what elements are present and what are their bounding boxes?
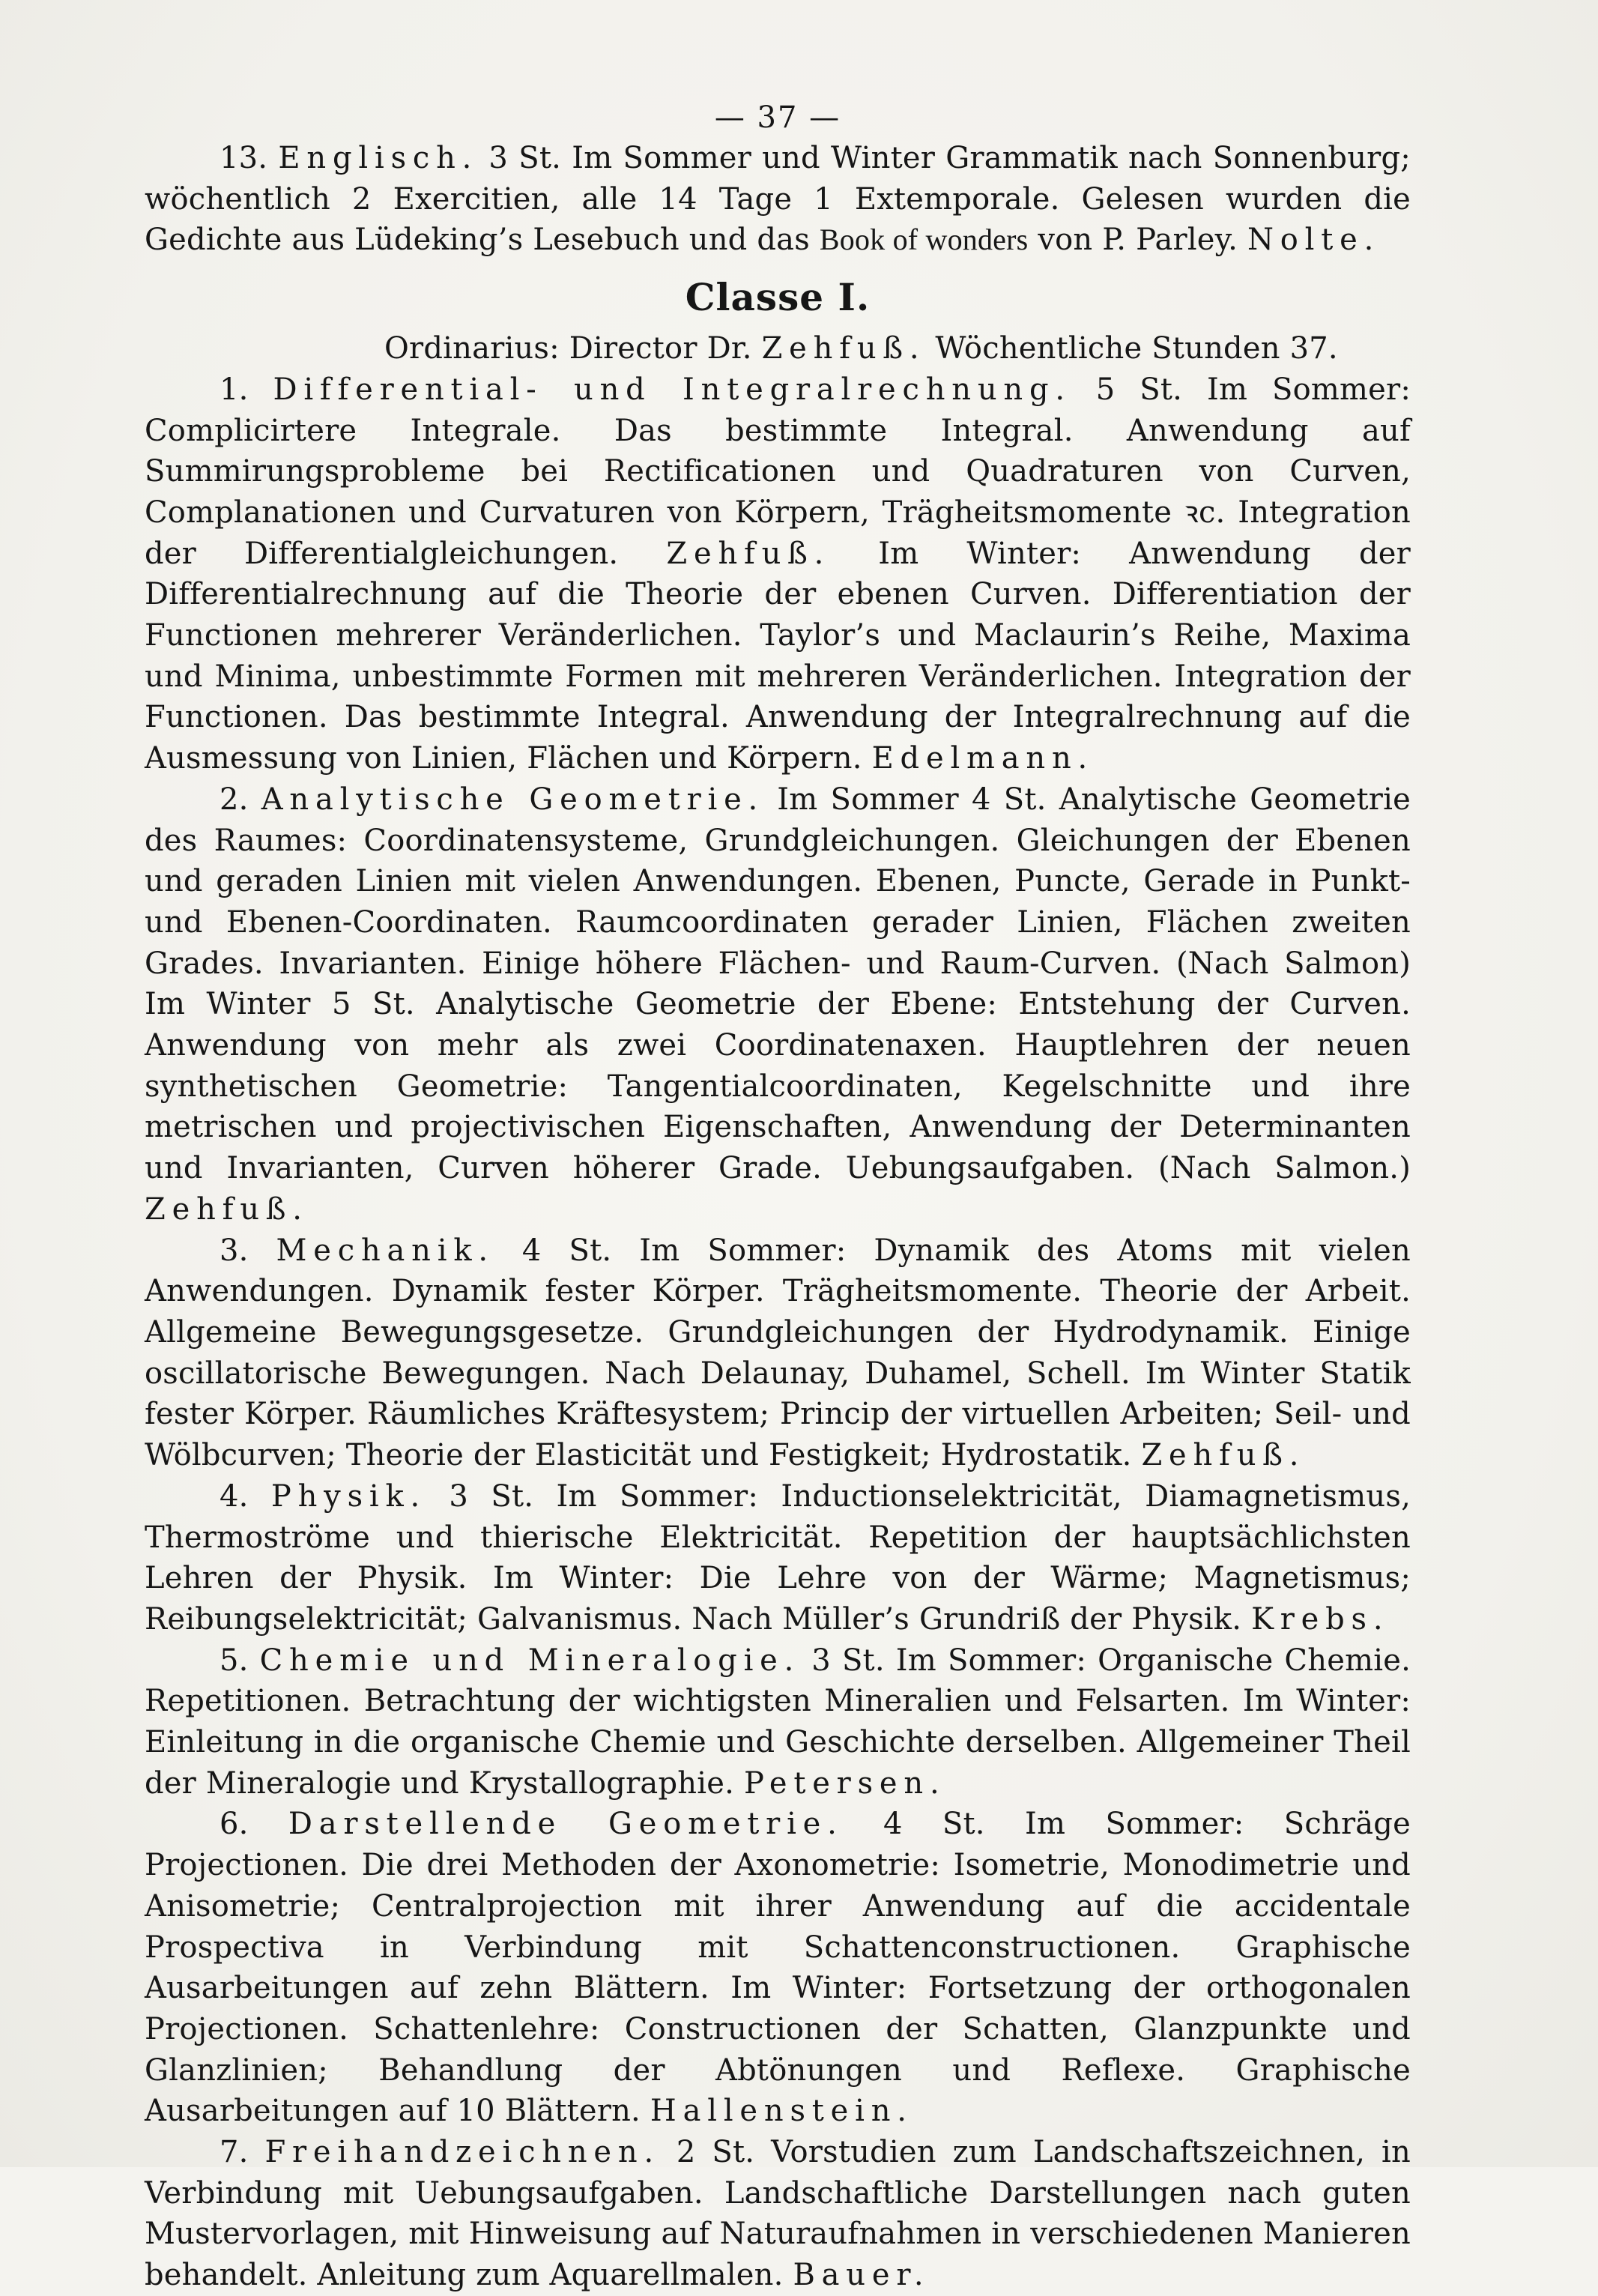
subject-number: 6. <box>220 1807 288 1842</box>
subject-number: 7. <box>220 2135 265 2170</box>
ordinarius-label: Ordinarius: Director Dr. <box>384 331 762 366</box>
subject-teacher: Zehfuß. <box>666 536 831 571</box>
subject-name: Analytische Geometrie. <box>261 782 765 817</box>
subject-number: 4. <box>220 1478 271 1514</box>
subject-name: Mechanik. <box>276 1233 494 1268</box>
subject-name: Freihandzeichnen. <box>264 2135 660 2170</box>
weekly-hours: Wöchentliche Stunden 37. <box>925 331 1338 366</box>
section-13-book-title: Book of wonders <box>819 223 1029 257</box>
subject-paragraph <box>145 1476 1411 1640</box>
ordinarius-line <box>145 328 1411 369</box>
subject-number: 2. <box>220 782 261 817</box>
subject-paragraph <box>145 779 1411 1230</box>
subject-paragraph <box>145 369 1411 779</box>
subject-teacher-2: Edelmann. <box>871 741 1095 776</box>
subject-number: 3. <box>220 1233 276 1268</box>
subject-paragraph <box>145 1640 1411 1804</box>
subject-teacher: Hallenstein. <box>650 2094 913 2129</box>
subject-text: 4 St. Im Sommer: Schräge Projectionen. Die drei Methoden der Axonometrie: Isometrie, Monodimetrie und Anisometrie; Centralprojection mit ihrer Anwendung auf die accidentale Prospectiva in Verbindung mit Schattenconstructionen. Graphische Ausarbeitungen auf zehn Blättern. Im Winter: Fortsetzung der orthogonalen Projectionen. Schattenlehre: Constructionen der Schatten, Glanzpunkte und Glanzlinien; Behandlung der Abtönungen und Reflexe. Graphische Ausarbeitungen auf 10 Blättern. <box>145 1807 1411 2129</box>
subject-number: 1. <box>220 372 273 407</box>
classe-heading: Classe I. <box>685 275 871 320</box>
section-13-subject: Englisch. <box>278 141 479 175</box>
subject-text: 4 St. Im Sommer: Dynamik des Atoms mit vielen Anwendungen. Dynamik fester Körper. Trägheitsmomente. Theorie der Arbeit. Allgemeine Bewegungsgesetze. Grundgleichungen der Hydrodynamik. Einige oscillatorische Bewegungen. Nach Delaunay, Duhamel, Schell. Im Winter Statik fester Körper. Räumliches Kräftesystem; Princip der virtuellen Arbeiten; Seil- und Wölbcurven; Theorie der Elasticität und Festigkeit; Hydrostatik. <box>145 1233 1411 1473</box>
subject-text-2: Im Winter: Anwendung der Differentialrechnung auf die Theorie der ebenen Curven. Differentiation der Functionen mehrerer Veränderlichen. Taylor’s und Maclaurin’s Reihe, Maxima und Minima, unbestimmte Formen mit mehreren Veränderlichen. Integration der Functionen. Das bestimmte Integral. Anwendung der Integralrechnung auf die Ausmessung von Linien, Flächen und Körpern. <box>145 536 1411 776</box>
subject-name: Darstellende Geometrie. <box>288 1807 844 1842</box>
ordinarius-name: Zehfuß. <box>761 331 926 366</box>
section-13-paragraph <box>145 138 1411 261</box>
section-13-number: 13. <box>220 141 279 175</box>
subject-name: Chemie und Mineralogie. <box>259 1643 801 1678</box>
subject-teacher: Zehfuß. <box>1141 1438 1306 1473</box>
subject-number: 5. <box>220 1643 260 1678</box>
section-13-text-2: von P. Parley. <box>1028 223 1247 258</box>
subject-teacher: Krebs. <box>1251 1601 1390 1637</box>
subject-name: Physik. <box>270 1478 427 1514</box>
subject-paragraph <box>145 2132 1411 2296</box>
subject-teacher: Zehfuß. <box>145 1191 309 1227</box>
subject-text: 3 St. Im Sommer: Organische Chemie. Repetitionen. Betrachtung der wichtigsten Mineralien und Felsarten. Im Winter: Einleitung in die organische Chemie und Geschichte derselben. Allgemeiner Theil der Mineralogie und Krystallographie. <box>145 1643 1411 1801</box>
document-body <box>145 97 1411 2296</box>
subject-text: 3 St. Im Sommer: Inductionselektricität, Diamagnetismus, Thermoströme und thierische Elektricität. Repetition der hauptsächlichsten Lehren der Physik. Im Winter: Die Lehre von der Wärme; Magnetismus; Reibungselektricität; Galvanismus. Nach Müller’s Grundriß der Physik. <box>145 1478 1411 1637</box>
subject-teacher: Bauer. <box>793 2258 930 2293</box>
subject-text: 2 St. Vorstudien zum Landschaftszeichnen, in Verbindung mit Uebungsaufgaben. Landschaftliche Darstellungen nach guten Mustervorlagen, mit Hinweisung auf Naturaufnahmen in verschiedenen Manieren behandelt. Anleitung zum Aquarellmalen. <box>145 2135 1411 2293</box>
subject-text: 5 St. Im Sommer: Complicirtere Integrale. Das bestimmte Integral. Anwendung auf Summirungsprobleme bei Rectificationen und Quadraturen von Curven, Complanationen und Curvaturen von Körpern, Trägheitsmomente ꝛc. Integration der Differentialgleichungen. <box>145 372 1411 571</box>
page-number: — 37 — <box>714 100 841 135</box>
section-13-text: 3 St. Im Sommer und Winter Grammatik nach Sonnenburg; wöchentlich 2 Exercitien, alle 14 Tage 1 Extemporale. Gelesen wurden die Gedichte aus Lüdeking’s Lesebuch und das <box>145 141 1411 258</box>
subject-paragraph <box>145 1804 1411 2132</box>
subject-text: Im Sommer 4 St. Analytische Geometrie des Raumes: Coordinatensysteme, Grundgleichungen. Gleichungen der Ebenen und geraden Linien mit vielen Anwendungen. Ebenen, Puncte, Gerade in Punkt- und Ebenen-Coordinaten. Raumcoordinaten gerader Linien, Flächen zweiten Grades. Invarianten. Einige höhere Flächen- und Raum-Curven. (Nach Salmon) Im Winter 5 St. Analytische Geometrie der Ebene: Entstehung der Curven. Anwendung von mehr als zwei Coordinatenaxen. Hauptlehren der neuen synthetischen Geometrie: Tangentialcoordinaten, Kegelschnitte und ihre metrischen und projectivischen Eigenschaften, Anwendung der Determinanten und Invarianten, Curven höherer Grade. Uebungsaufgaben. (Nach Salmon.) <box>145 782 1411 1186</box>
subject-name: Differential- und Integralrechnung. <box>273 372 1071 407</box>
subject-paragraph <box>145 1230 1411 1476</box>
section-13-teacher: Nolte. <box>1247 223 1381 258</box>
subject-teacher: Petersen. <box>743 1765 946 1801</box>
